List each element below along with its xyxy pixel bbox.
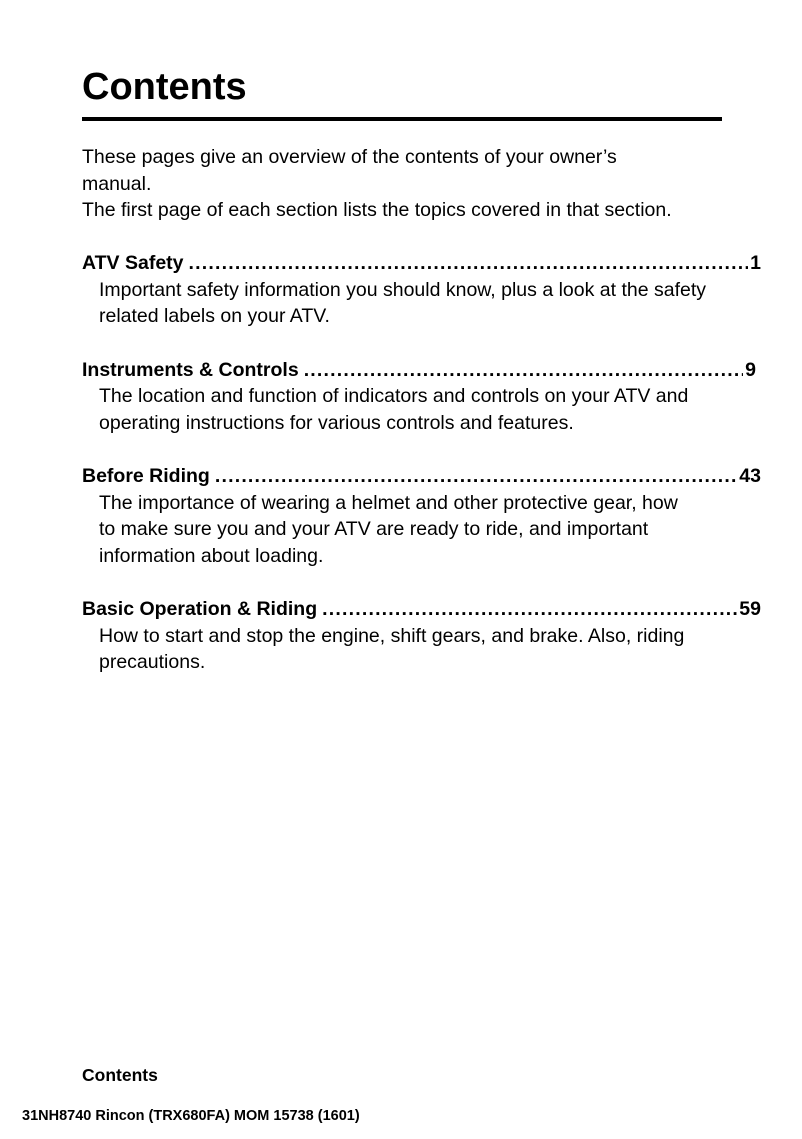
title-divider — [82, 117, 722, 121]
intro-paragraph-1: These pages give an overview of the contents of your owner’s manual. — [82, 146, 617, 195]
toc-heading[interactable] — [82, 463, 761, 490]
toc-section-description: Important safety information you should know, plus a look at the safety related labels on your ATV. — [99, 278, 707, 327]
toc-section-title[interactable]: ATV Safety — [82, 252, 184, 274]
toc-heading[interactable] — [82, 250, 761, 277]
dot-leader — [304, 357, 743, 384]
table-of-contents — [82, 250, 762, 703]
toc-page-number[interactable]: 1 — [750, 252, 761, 274]
toc-page-number[interactable]: 43 — [739, 465, 761, 487]
toc-page-number[interactable]: 9 — [745, 358, 756, 381]
toc-section-title[interactable]: Instruments & Controls — [82, 358, 299, 381]
toc-section-description: How to start and stop the engine, shift gears, and brake. Also, riding precautions. — [99, 624, 685, 673]
toc-entry-basic-operation-riding[interactable] — [82, 596, 762, 676]
toc-page-number[interactable]: 59 — [739, 598, 761, 620]
toc-entry-before-riding[interactable] — [82, 463, 762, 569]
toc-section-title[interactable]: Before Riding — [82, 465, 210, 487]
toc-heading[interactable] — [82, 596, 761, 623]
dot-leader — [322, 596, 737, 623]
toc-heading[interactable] — [82, 357, 756, 384]
dot-leader — [215, 463, 737, 490]
footer-section-label: Contents — [82, 1065, 158, 1085]
document-id: 31NH8740 Rincon (TRX680FA) MOM 15738 (1601) — [22, 1108, 360, 1124]
toc-entry-instruments-controls[interactable] — [82, 357, 762, 437]
page-title: Contents — [82, 66, 247, 108]
intro-paragraph-2: The first page of each section lists the topics covered in that section. — [82, 199, 672, 221]
toc-section-description: The importance of wearing a helmet and other protective gear, how to make sure you and your ATV are ready to ride, and important information about loading. — [99, 491, 678, 567]
toc-entry-atv-safety[interactable] — [82, 250, 762, 330]
dot-leader — [189, 250, 749, 277]
intro-text — [82, 144, 722, 224]
toc-section-description: The location and function of indicators and controls on your ATV and operating instructions for various controls and features. — [99, 385, 689, 434]
toc-section-title[interactable]: Basic Operation & Riding — [82, 598, 318, 620]
